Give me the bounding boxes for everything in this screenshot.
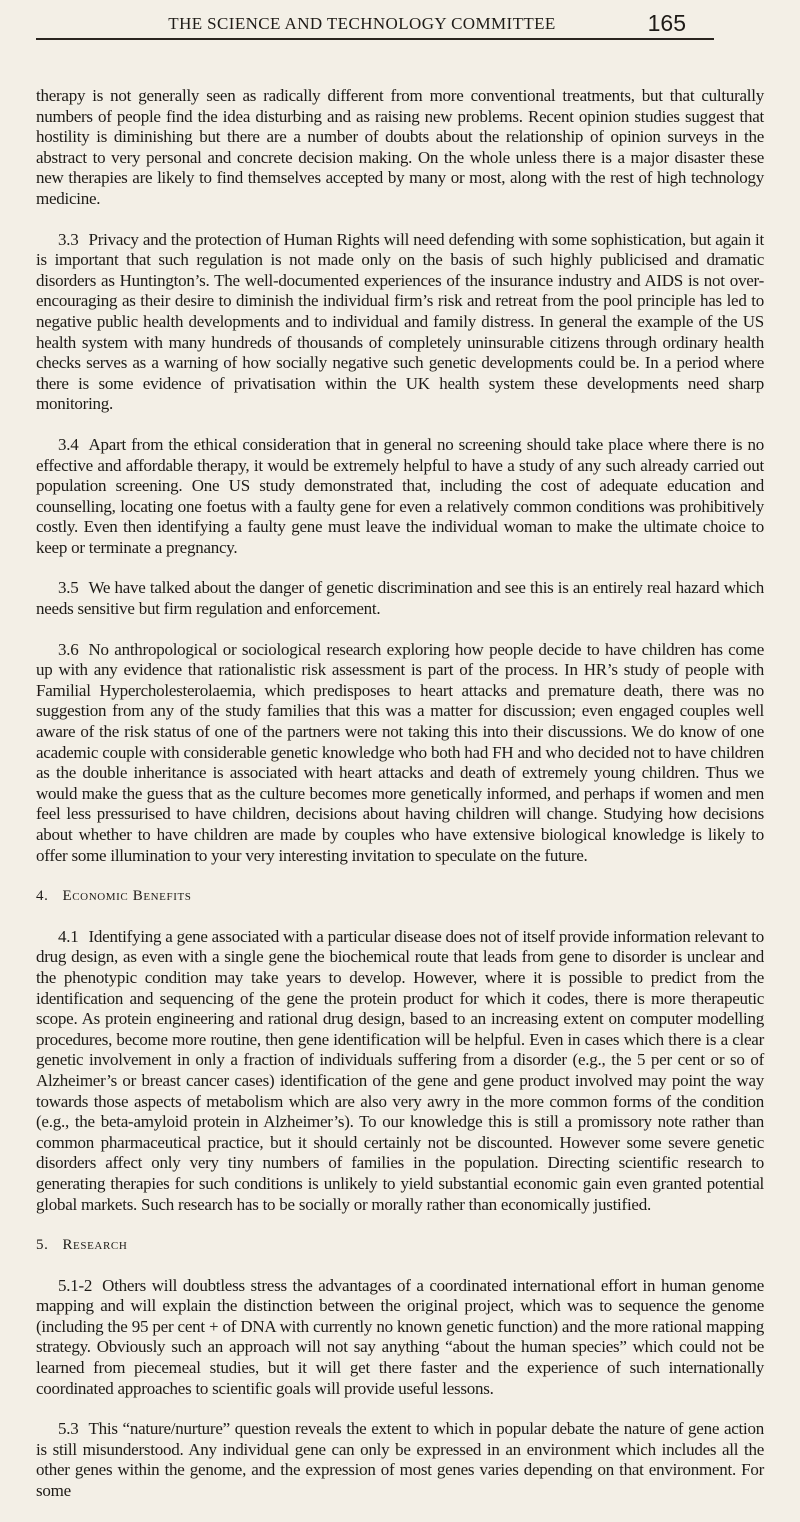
paragraph-number: 3.5 — [58, 578, 79, 598]
section-number: 4. — [36, 888, 49, 905]
running-head: THE SCIENCE AND TECHNOLOGY COMMITTEE — [168, 14, 556, 33]
paragraph-number: 3.6 — [58, 639, 79, 659]
paragraph-number: 5.1-2 — [58, 1275, 93, 1295]
paragraph-number: 4.1 — [58, 926, 79, 946]
section-heading-economic-benefits — [36, 886, 764, 907]
paragraph-text: Apart from the ethical consideration that in general no screening should take place where there is no effective and affordable therapy, it would be extremely helpful to have a study of any such already carried out population screening. One US study demonstrated that, including the cost of adequate education and counselling, locating one foetus with a faulty gene for even a relatively common conditions was prohibitively costly. Even then identifying a faulty gene must leave the individual woman to make the ultimate choice to keep or terminate a pregnancy. — [36, 434, 764, 557]
paragraph-4-1 — [36, 927, 764, 1215]
section-heading-research — [36, 1235, 764, 1256]
paragraph-number: 3.4 — [58, 434, 79, 454]
paragraph-text: Others will doubtless stress the advantages of a coordinated international effort in human genome mapping and will explain the distinction between the original project, which was to sequence the genome (including the 95 per cent + of DNA with currently no known genetic function) and the more rational mapping strategy. Obviously such an approach will not say anything “about the human species” which could not be learned from piecemeal studies, but it will get there faster and the experience of such internationally coordinated approaches to scientific goals will provide useful lessons. — [36, 1275, 764, 1398]
body-text — [36, 86, 764, 1522]
section-title: Economic Benefits — [62, 888, 192, 905]
paragraph-text: No anthropological or sociological research exploring how people decide to have children has come up with any evidence that rationalistic risk assessment is part of the process. In HR’s study of people with Familial Hypercholesterolaemia, which predisposes to heart attacks and premature death, there was no suggestion from any of the study families that this was a matter for discussion; even engaged couples well aware of the risk status of one of the partners were not taking this into their discussions. We do know of one academic couple with considerable genetic knowledge who both had FH and who decided not to have children as the double inheritance is associated with heart attacks and death of extremely young children. Thus we would make the guess that as the culture becomes more genetically informed, and perhaps if women and men feel less pressurised to have children, decisions about having children will change. Studying how decisions about whether to have children are made by couples who have extensive biological knowledge is likely to offer some illumination to your very interesting invitation to speculate on the future. — [36, 639, 764, 865]
section-title: Research — [62, 1237, 128, 1254]
paragraph-3-5 — [36, 578, 764, 619]
paragraph-text: Privacy and the protection of Human Rights will need defending with some sophistication, but again it is important that such regulation is not made only on the basis of such highly publicised and dramatic disorders as Huntington’s. The well-documented experiences of the insurance industry and AIDS is not over-encouraging as their desire to diminish the individual firm’s risk and retreat from the pool principle has led to negative public health developments and to individual and family distress. In general the example of the US health system with many hundreds of thousands of completely uninsurable citizens through ordinary health checks serves as a warning of how socially negative such genetic developments could be. In a period where there is some evidence of privatisation within the UK health system these developments need sharp monitoring. — [36, 229, 764, 414]
section-number: 5. — [36, 1237, 49, 1254]
page-number: 165 — [647, 10, 686, 36]
paragraph-5-3 — [36, 1419, 764, 1501]
paragraph-number: 5.3 — [58, 1419, 79, 1439]
paragraph-text: Identifying a gene associated with a particular disease does not of itself provide information relevant to drug design, as even with a single gene the biochemical route that leads from gene to disorder is unclear and the phenotypic condition may take years to develop. However, where it is possible to predict from the identification and sequencing of the gene the protein product for which it codes, there is more therapeutic scope. As protein engineering and rational drug design, based to an increasing extent on computer modelling procedures, become more routine, then gene identification will be helpful. Even in cases which there is a clear genetic involvement in only a fraction of individuals suffering from a disorder (e.g., the 5 per cent or so of Alzheimer’s or breast cancer cases) identification of the gene and gene product involved may point the way towards those aspects of metabolism which are also very awry in the more common forms of the condition (e.g., the beta-amyloid protein in Alzheimer’s). To our knowledge this is still a promissory note rather than common pharmaceutical practice, but it should certainly not be discounted. However some severe genetic disorders affect only very tiny numbers of families in the population. Directing scientific research to generating therapies for such conditions is unlikely to yield substantial economic gain even granted potential global markets. Such research has to be socially or morally rather than economically justified. — [36, 926, 764, 1214]
paragraph-3-4 — [36, 435, 764, 559]
paragraph-text: We have talked about the danger of genetic discrimination and see this is an entirely real hazard which needs sensitive but firm regulation and enforcement. — [36, 578, 764, 619]
paragraph-3-6 — [36, 640, 764, 867]
paragraph-3-3 — [36, 230, 764, 415]
header-rule — [36, 38, 714, 40]
paragraph-number: 3.3 — [58, 229, 79, 249]
paragraph-5-1-2 — [36, 1276, 764, 1400]
paragraph-text: This “nature/nurture” question reveals the extent to which in popular debate the nature of gene action is still misunderstood. Any individual gene can only be expressed in an environment which includes all the other genes within the genome, and the expression of most genes varies depending on that environment. For some — [36, 1419, 764, 1501]
paragraph-continued — [36, 86, 764, 210]
paragraph-text: therapy is not generally seen as radically different from more conventional treatments, but that culturally numbers of people find the idea disturbing and as raising new problems. Recent opinion studies suggest that hostility is diminishing but there are a number of doubts about the relationship of opinion surveys in the abstract to very personal and concrete decision making. On the whole unless there is a major disaster these new therapies are likely to find themselves accepted by many or most, along with the rest of high technology medicine. — [36, 86, 764, 208]
